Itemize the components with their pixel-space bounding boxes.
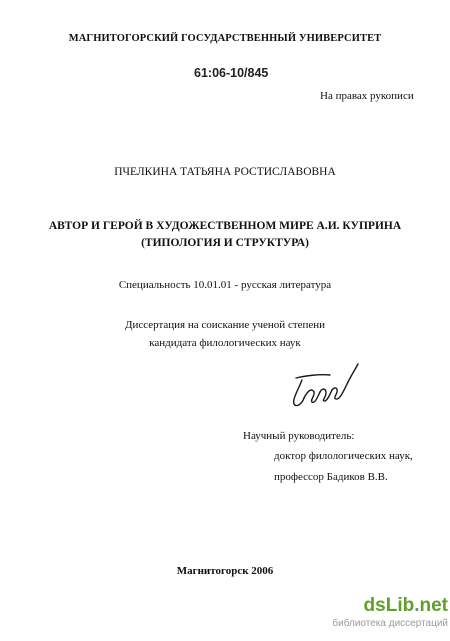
author-name: ПЧЕЛКИНА ТАТЬЯНА РОСТИСЛАВОВНА <box>114 166 336 178</box>
archive-code: 61:06-10/845 <box>194 66 269 80</box>
watermark-caption: библиотека диссертаций <box>332 618 448 629</box>
watermark-brand-dot: . <box>414 595 420 616</box>
watermark-brand-right: net <box>419 595 448 616</box>
supervisor-degree: доктор филологических наук, <box>274 450 413 462</box>
degree-line-1: Диссертация на соискание ученой степени <box>124 319 326 331</box>
watermark-brand-left: dsLib <box>363 595 415 616</box>
manuscript-rights-note: На правах рукописи <box>320 90 414 102</box>
dslib-watermark <box>330 596 448 638</box>
university-name: МАГНИТОГОРСКИЙ ГОСУДАРСТВЕННЫЙ УНИВЕРСИТЕТ <box>68 33 382 44</box>
dissertation-title-line-1: АВТОР И ГЕРОЙ В ХУДОЖЕСТВЕННОМ МИРЕ А.И. КУПРИНА <box>48 220 402 232</box>
city-and-year: Магнитогорск 2006 <box>176 565 274 577</box>
dissertation-title-line-2: (ТИПОЛОГИЯ И СТРУКТУРА) <box>141 237 309 249</box>
handwritten-signature <box>282 360 364 412</box>
supervisor-label: Научный руководитель: <box>243 430 355 442</box>
degree-line-2: кандидата филологических наук <box>149 337 301 349</box>
watermark-brand <box>330 596 448 615</box>
specialty-line: Специальность 10.01.01 - русская литература <box>118 279 332 291</box>
supervisor-name: профессор Бадиков В.В. <box>274 471 388 483</box>
